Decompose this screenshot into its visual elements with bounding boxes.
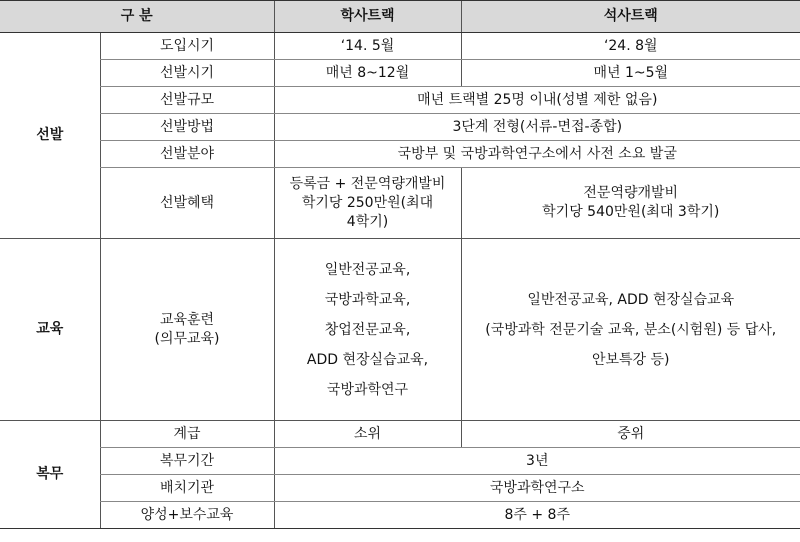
cell-bachelor: 소위: [274, 421, 461, 448]
benefit-master-line: 전문역량개발비: [583, 185, 679, 201]
cell-merged: 국방부 및 국방과학연구소에서 사전 소요 발굴: [274, 141, 800, 168]
group-selection: 선발: [0, 33, 100, 239]
training-bachelor-line: 국방과학연구: [326, 381, 409, 398]
header-category: 구 분: [0, 1, 274, 33]
table-row: [0, 60, 800, 87]
benefit-master-line: 학기당 540만원(최대 3학기): [542, 204, 720, 220]
cell-bachelor: [274, 168, 461, 239]
benefit-bachelor-line: 등록금 + 전문역량개발비: [289, 175, 446, 192]
header-master-track: 석사트랙: [461, 1, 800, 33]
cell-master: [461, 239, 800, 421]
table-row: [0, 168, 800, 239]
cell-bachelor: ‘14. 5월: [274, 33, 461, 60]
table-row: [0, 87, 800, 114]
cell-master: ‘24. 8월: [461, 33, 800, 60]
benefit-bachelor-line: 학기당 250만원(최대: [301, 194, 434, 211]
training-master-line: 안보특강 등): [591, 351, 670, 368]
row-label: 선발시기: [100, 60, 274, 87]
row-label: 선발혜택: [100, 168, 274, 239]
row-label: 복무기간: [100, 448, 274, 475]
cell-merged: 3년: [274, 448, 800, 475]
cell-merged: 3단계 전형(서류-면접-종합): [274, 114, 800, 141]
cell-merged: 국방과학연구소: [274, 475, 800, 502]
row-label: 계급: [100, 421, 274, 448]
cell-merged: 매년 트랙별 25명 이내(성별 제한 없음): [274, 87, 800, 114]
training-master-line: 일반전공교육, ADD 현장실습교육: [527, 291, 735, 308]
table-header-row: [0, 1, 800, 33]
table-row: [0, 141, 800, 168]
training-label-line: (의무교육): [154, 330, 220, 347]
table-row: [0, 502, 800, 529]
training-bachelor-line: 창업전문교육,: [324, 321, 411, 338]
benefit-bachelor-line: 4학기): [346, 213, 389, 230]
row-label: 선발규모: [100, 87, 274, 114]
table-row: [0, 448, 800, 475]
training-bachelor-line: 국방과학교육,: [324, 291, 411, 308]
table-row: [0, 475, 800, 502]
table-row: [0, 114, 800, 141]
row-label: 도입시기: [100, 33, 274, 60]
row-label: 배치기관: [100, 475, 274, 502]
header-bachelor-track: 학사트랙: [274, 1, 461, 33]
group-service: 복무: [0, 421, 100, 529]
cell-master: 매년 1~5월: [461, 60, 800, 87]
training-master-line: (국방과학 전문기술 교육, 분소(시험원) 등 답사,: [485, 321, 777, 338]
row-label: 선발방법: [100, 114, 274, 141]
training-bachelor-line: 일반전공교육,: [324, 261, 411, 278]
table-row: [0, 239, 800, 421]
cell-master: [461, 168, 800, 239]
training-label-line: 교육훈련: [159, 311, 215, 328]
cell-bachelor: [274, 239, 461, 421]
training-bachelor-line: ADD 현장실습교육,: [306, 351, 429, 368]
group-education: 교육: [0, 239, 100, 421]
cell-merged: 8주 + 8주: [274, 502, 800, 529]
cell-bachelor: 매년 8~12월: [274, 60, 461, 87]
row-label: [100, 239, 274, 421]
table-row: [0, 33, 800, 60]
table-row: [0, 421, 800, 448]
cell-master: 중위: [461, 421, 800, 448]
row-label: 양성+보수교육: [100, 502, 274, 529]
row-label: 선발분야: [100, 141, 274, 168]
